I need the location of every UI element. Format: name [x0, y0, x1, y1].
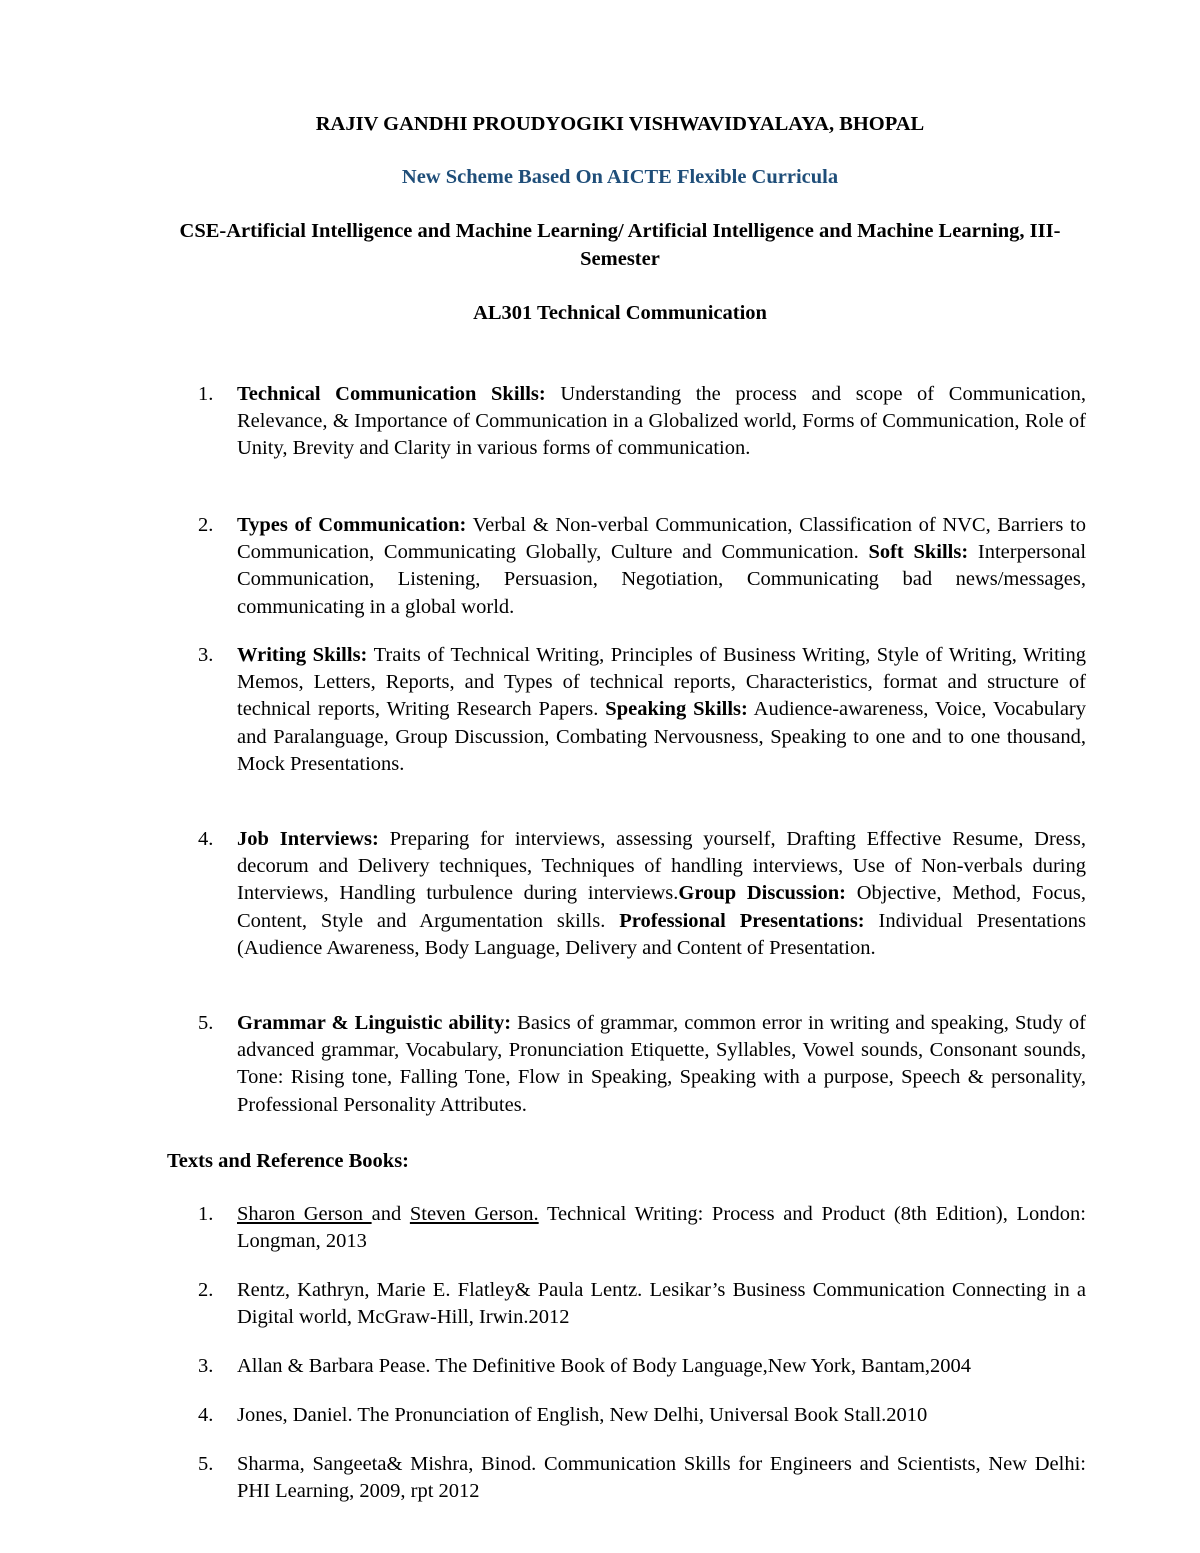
list-item-number: 1. [198, 1203, 214, 1225]
list-item-text [237, 1010, 1086, 1119]
list-item-number: 2. [198, 514, 214, 536]
unit-description: Verbal & Non-verbal Communication, Classification of NVC, Barriers to Communication, Communicating Globally, Culture and Communication. [237, 514, 1086, 564]
unit-description: Understanding the process and scope of Communication, Relevance, & Importance of Communication in a Globalized world, Forms of Communication, Role of Unity, Brevity and Clarity in various forms of communication. [237, 383, 1086, 460]
unit-title: Types of Communication: [237, 514, 467, 536]
author-link[interactable]: Sharon Gerson [237, 1203, 372, 1225]
references-heading: Texts and Reference Books: [167, 1150, 410, 1172]
reference-text: Technical Writing: Process and Product (8th Edition), London: Longman, 2013 [237, 1203, 1086, 1253]
unit-title: Grammar & Linguistic ability: [237, 1012, 512, 1034]
unit-subtitle: Professional Presentations: [619, 909, 865, 932]
list-item-number: 2. [198, 1279, 214, 1301]
list-item-number: 3. [198, 644, 214, 666]
university-title: RAJIV GANDHI PROUDYOGIKI VISHWAVIDYALAYA, BHOPAL [315, 113, 925, 135]
reference-text: Jones, Daniel. The Pronunciation of English, New Delhi, Universal Book Stall.2010 [237, 1404, 928, 1426]
reference-text: Sharma, Sangeeta& Mishra, Binod. Communication Skills for Engineers and Scientists, New Delhi: PHI Learning, 2009, rpt 2012 [237, 1453, 1086, 1503]
reference-text: Allan & Barbara Pease. The Definitive Book of Body Language,New York, Bantam,2004 [237, 1355, 972, 1377]
branch-semester-title: CSE-Artificial Intelligence and Machine Learning/ Artificial Intelligence and Machine Learning, III-Semester [179, 220, 1061, 270]
unit-title: Writing Skills: [237, 644, 368, 666]
unit-description: Preparing for interviews, assessing yourself, Drafting Effective Resume, Dress, decorum and Delivery techniques, Techniques of handling interviews, Use of Non-verbals during Interviews, Handling turbulence during interviews. [237, 828, 1086, 905]
scheme-subtitle: New Scheme Based On AICTE Flexible Curricula [401, 166, 839, 188]
list-item-number: 1. [198, 383, 214, 405]
list-item-number: 4. [198, 1404, 214, 1426]
course-title: AL301 Technical Communication [473, 302, 767, 324]
list-item-number: 3. [198, 1355, 214, 1377]
list-item-number: 4. [198, 828, 214, 850]
list-item-number: 5. [198, 1453, 214, 1475]
author-joiner: and [371, 1203, 410, 1225]
list-item-text [237, 826, 1086, 962]
author-link[interactable]: Steven Gerson. [409, 1203, 539, 1225]
reference-text: Rentz, Kathryn, Marie E. Flatley& Paula Lentz. Lesikar’s Business Communication Connecting in a Digital world, McGraw-Hill, Irwin.2012 [237, 1279, 1086, 1329]
unit-description: Individual Presentations (Audience Awareness, Body Language, Delivery and Content of Presentation. [237, 909, 1086, 959]
unit-subtitle: Soft Skills: [868, 541, 969, 564]
list-item-text [237, 642, 1086, 778]
unit-title: Job Interviews: [237, 828, 379, 850]
list-item-text [237, 512, 1086, 621]
unit-description: Audience-awareness, Voice, Vocabulary and Paralanguage, Group Discussion, Combating Nervousness, Speaking to one and to one thousand, Mock Presentations. [237, 698, 1086, 775]
unit-description: Traits of Technical Writing, Principles of Business Writing, Style of Writing, Writing Memos, Letters, Reports, and Types of technical reports, Characteristics, format and structure of technical reports, Writing Research Papers. [237, 644, 1086, 721]
unit-subtitle: Group Discussion: [678, 882, 846, 905]
unit-description: Basics of grammar, common error in writing and speaking, Study of advanced grammar, Vocabulary, Pronunciation Etiquette, Syllables, Vowel sounds, Consonant sounds, Tone: Rising tone, Falling Tone, Flow in Speaking, Speaking with a purpose, Speech & personality, Professional Personality Attributes. [237, 1012, 1086, 1116]
list-item-text [237, 381, 1086, 463]
unit-description: Interpersonal Communication, Listening, Persuasion, Negotiation, Communicating bad news/messages, communicating in a global world. [237, 541, 1087, 618]
list-item-text [237, 1201, 1086, 1255]
unit-title: Technical Communication Skills: [237, 383, 546, 405]
unit-subtitle: Speaking Skills: [605, 698, 748, 721]
unit-description: Objective, Method, Focus, Content, Style and Argumentation skills. [237, 882, 1086, 932]
list-item-number: 5. [198, 1012, 214, 1034]
